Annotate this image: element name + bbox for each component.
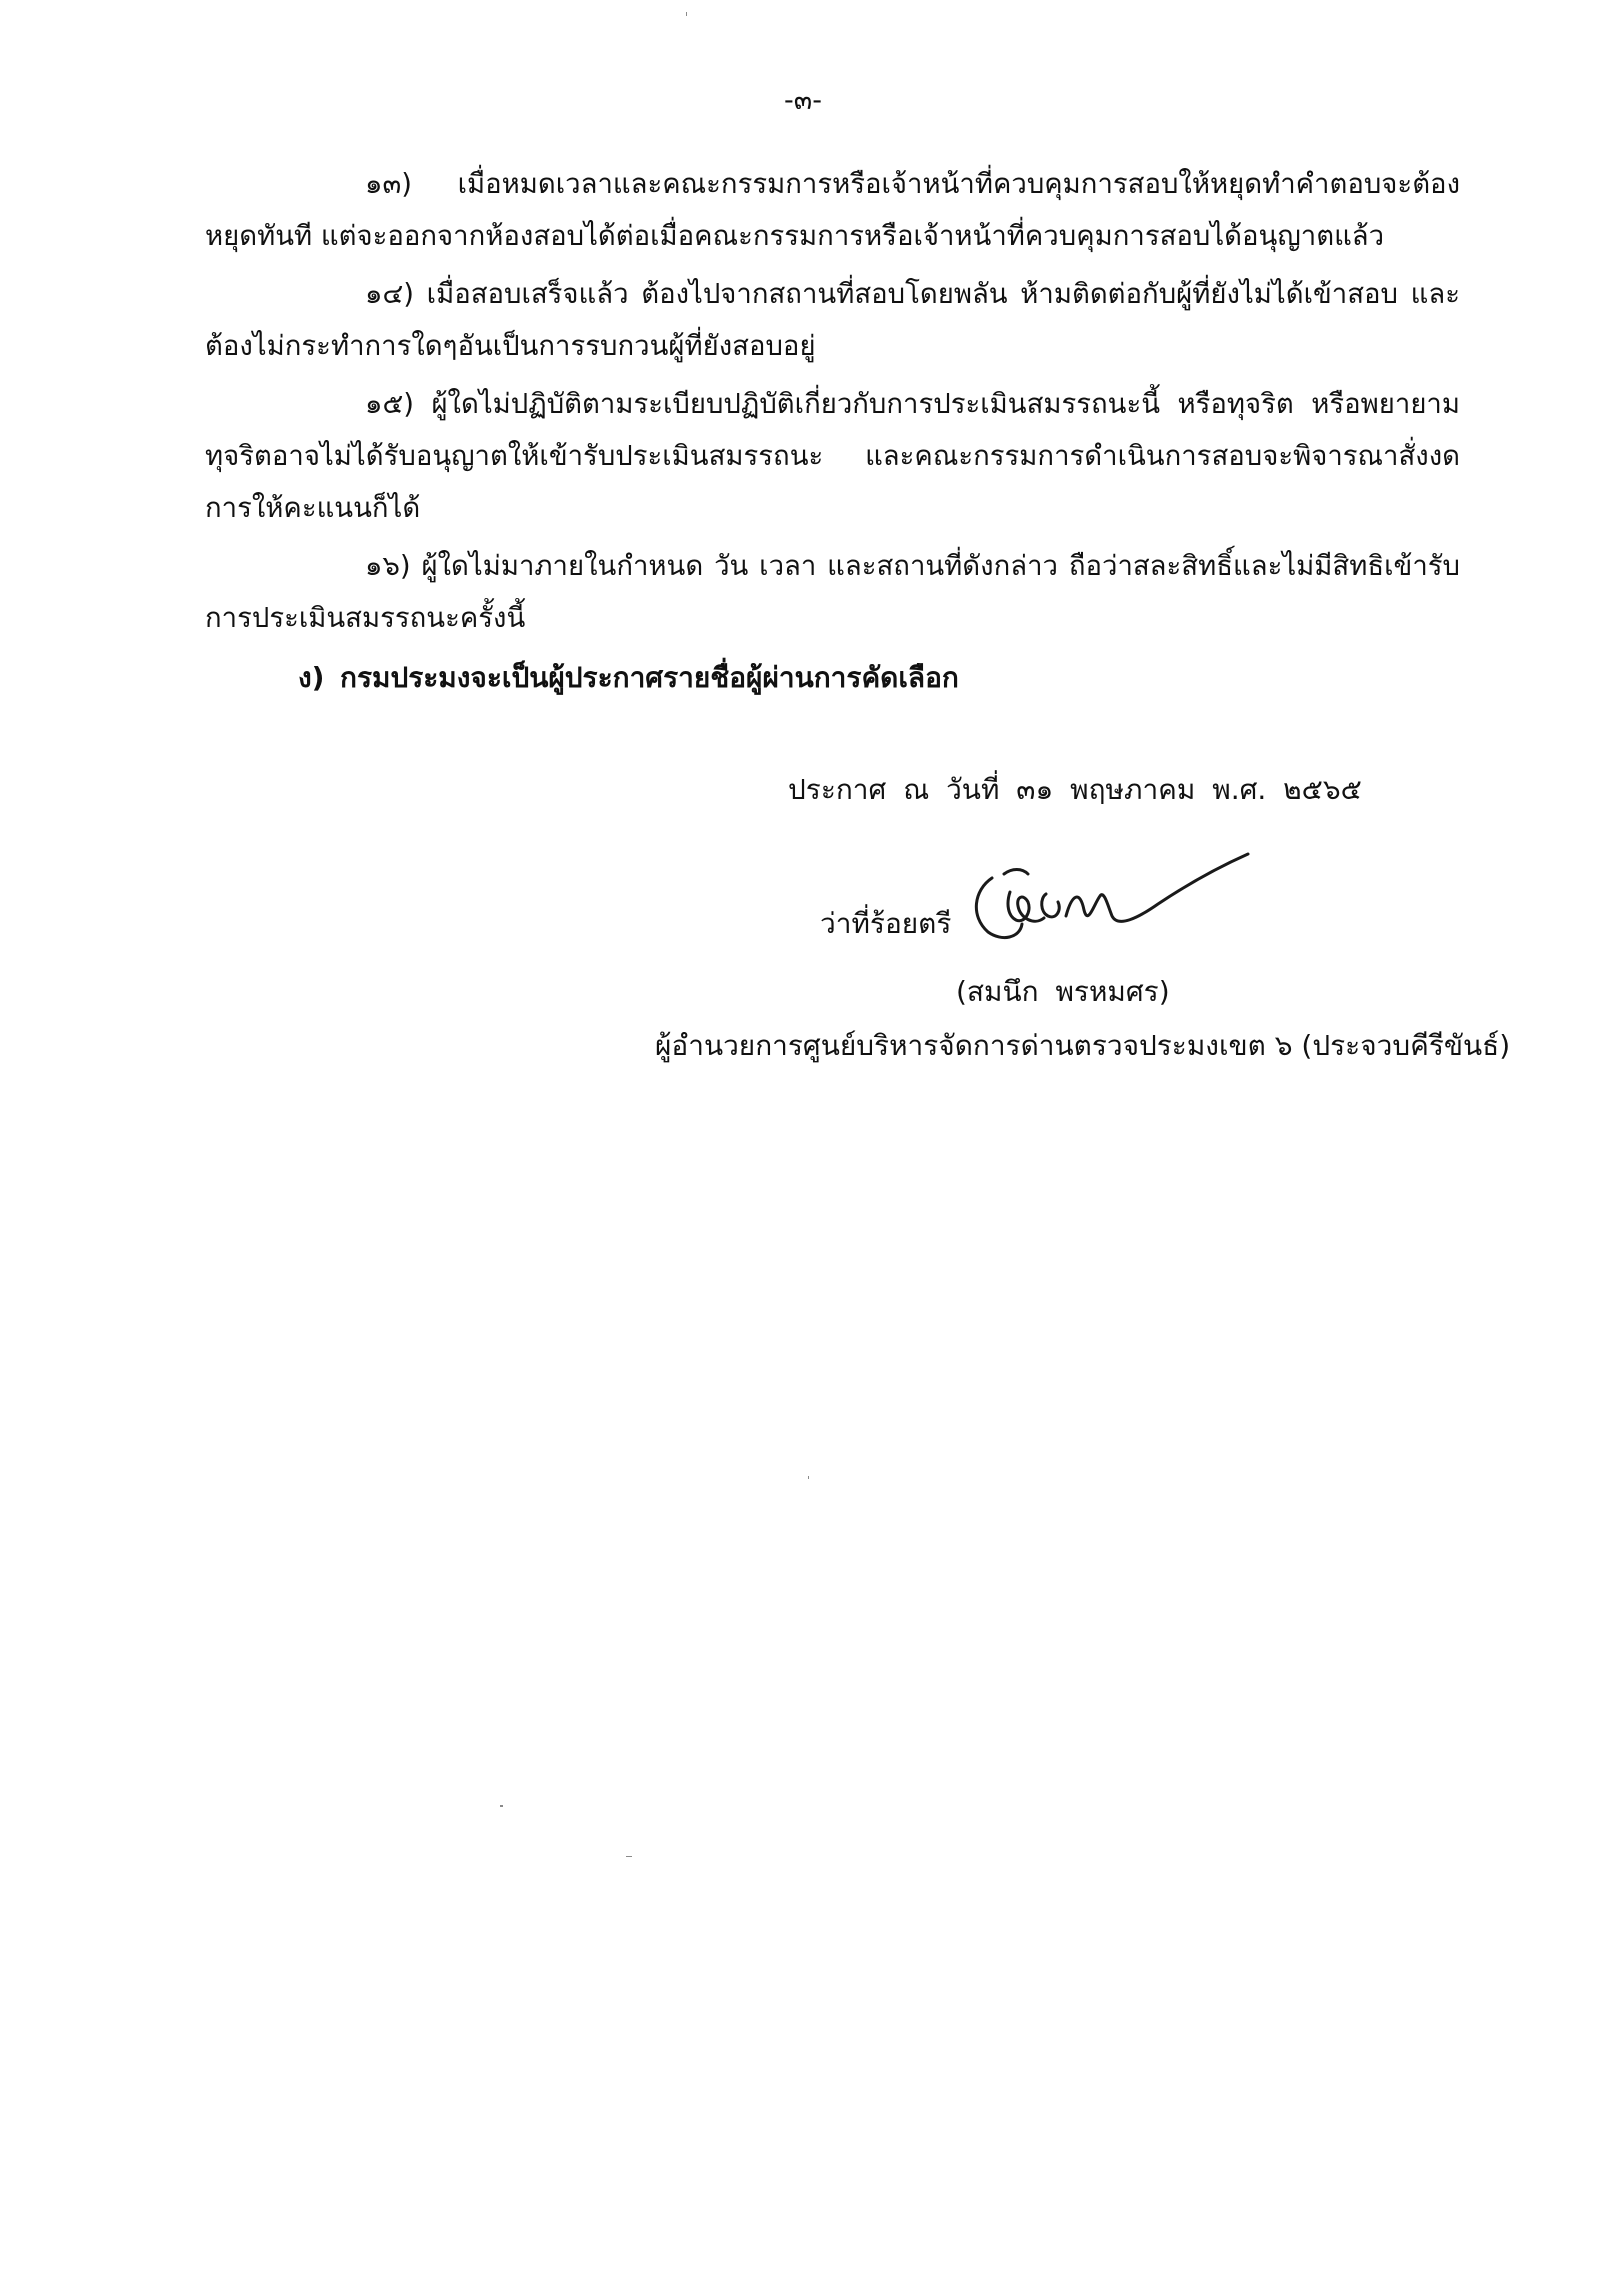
page-number: -๓-: [784, 85, 822, 116]
section-heading: [298, 652, 959, 704]
paragraph-item-13: ๑๓) เมื่อหมดเวลาและคณะกรรมการหรือเจ้าหน้าที่ควบคุมการสอบให้หยุดทำคำตอบจะต้องหยุดทันที แต่จะออกจากห้องสอบได้ต่อเมื่อคณะกรรมการหรือเจ้าหน้าที่ควบคุมการสอบได้อนุญาตแล้ว: [205, 168, 1460, 252]
scan-speck: [686, 12, 687, 16]
announcement-date: ประกาศ ณ วันที่ ๓๑ พฤษภาคม พ.ศ. ๒๕๖๕: [788, 773, 1362, 806]
handwritten-signature: [962, 846, 1262, 956]
signer-position: ผู้อำนวยการศูนย์บริหารจัดการด่านตรวจประมงเขต ๖ (ประจวบคีรีขันธ์): [655, 1029, 1511, 1062]
paragraph-item-14: ๑๔) เมื่อสอบเสร็จแล้ว ต้องไปจากสถานที่สอบโดยพลัน ห้ามติดต่อกับผู้ที่ยังไม่ได้เข้าสอบ และต้องไม่กระทำการใดๆอันเป็นการรบกวนผู้ที่ยังสอบอยู่: [205, 278, 1460, 362]
section-marker: ง): [298, 661, 325, 694]
signer-name: (สมนึก พรหมศร): [956, 975, 1170, 1008]
signer-rank: ว่าที่ร้อยตรี: [820, 907, 952, 940]
paragraph-item-16: ๑๖) ผู้ใดไม่มาภายในกำหนด วัน เวลา และสถานที่ดังกล่าว ถือว่าสละสิทธิ์และไม่มีสิทธิเข้ารับการประเมินสมรรถนะครั้งนี้: [205, 550, 1460, 634]
scan-speck: [626, 1856, 632, 1857]
paragraph-item-15: ๑๕) ผู้ใดไม่ปฏิบัติตามระเบียบปฏิบัติเกี่ยวกับการประเมินสมรรถนะนี้ หรือทุจริต หรือพยายามทุจริตอาจไม่ได้รับอนุญาตให้เข้ารับประเมินสมรรถนะ และคณะกรรมการดำเนินการสอบจะพิจารณาสั่งงดการให้คะแนนก็ได้: [205, 388, 1460, 524]
scan-speck: [808, 1476, 809, 1479]
section-heading-text: กรมประมงจะเป็นผู้ประกาศรายชื่อผู้ผ่านการคัดเลือก: [340, 661, 959, 694]
scan-speck: [500, 1805, 503, 1807]
